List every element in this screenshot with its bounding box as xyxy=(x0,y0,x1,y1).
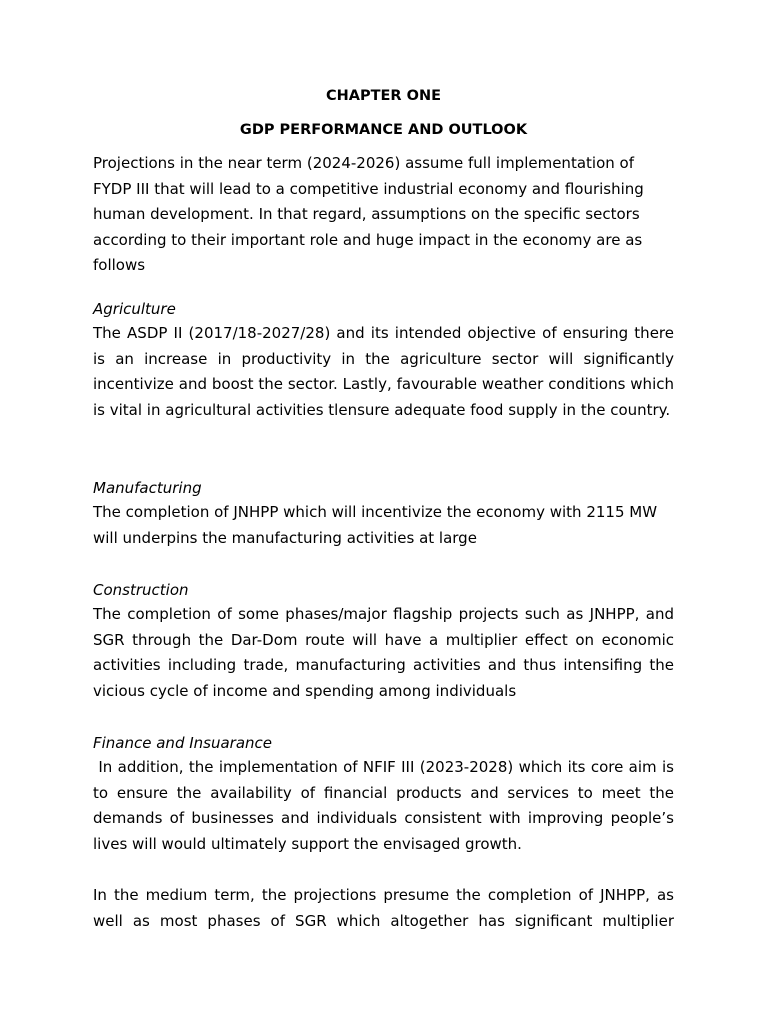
section-paragraph-finance: In addition, the implementation of NFIF III (2023-2028) which its core aim is to ensure the availability of financial products and services to meet the demands of businesses and individuals consistent with improving people’s lives will would ultimately support the envisaged growth. xyxy=(93,758,679,853)
chapter-title: GDP PERFORMANCE AND OUTLOOK xyxy=(239,122,528,138)
section-heading-finance: Finance and Insuarance xyxy=(93,734,273,752)
section-paragraph-agriculture: The ASDP II (2017/18-2027/28) and its intended objective of ensuring there is an increase in productivity in the agriculture sector will significantly incentivize and boost the sector. Lastly, favourable weather conditions which is vital in agricultural activities tlensure adequate food supply in the country. xyxy=(93,324,674,419)
section-paragraph-construction: The completion of some phases/major flagship projects such as JNHPP, and SGR through the Dar-Dom route will have a multiplier effect on economic activities including trade, manufacturing activities and thus intensifing the vicious cycle of income and spending among individuals xyxy=(93,605,674,700)
section-heading-construction: Construction xyxy=(93,581,189,599)
section-heading-manufacturing: Manufacturing xyxy=(93,479,202,497)
intro-paragraph: Projections in the near term (2024-2026) assume full implementation of FYDP III that will lead to a competitive industrial economy and flourishing human development. In that regard, assumptions on the specific sectors according to their important role and huge impact in the economy are as follows xyxy=(93,154,644,275)
medium-term-paragraph: In the medium term, the projections presume the completion of JNHPP, as well as most phases of SGR which altogether has significant multiplier xyxy=(93,886,674,930)
chapter-label: CHAPTER ONE xyxy=(325,88,441,104)
section-paragraph-manufacturing: The completion of JNHPP which will incentivize the economy with 2115 MW will underpins the manufacturing activities at large xyxy=(93,503,658,547)
section-heading-agriculture: Agriculture xyxy=(93,300,176,318)
